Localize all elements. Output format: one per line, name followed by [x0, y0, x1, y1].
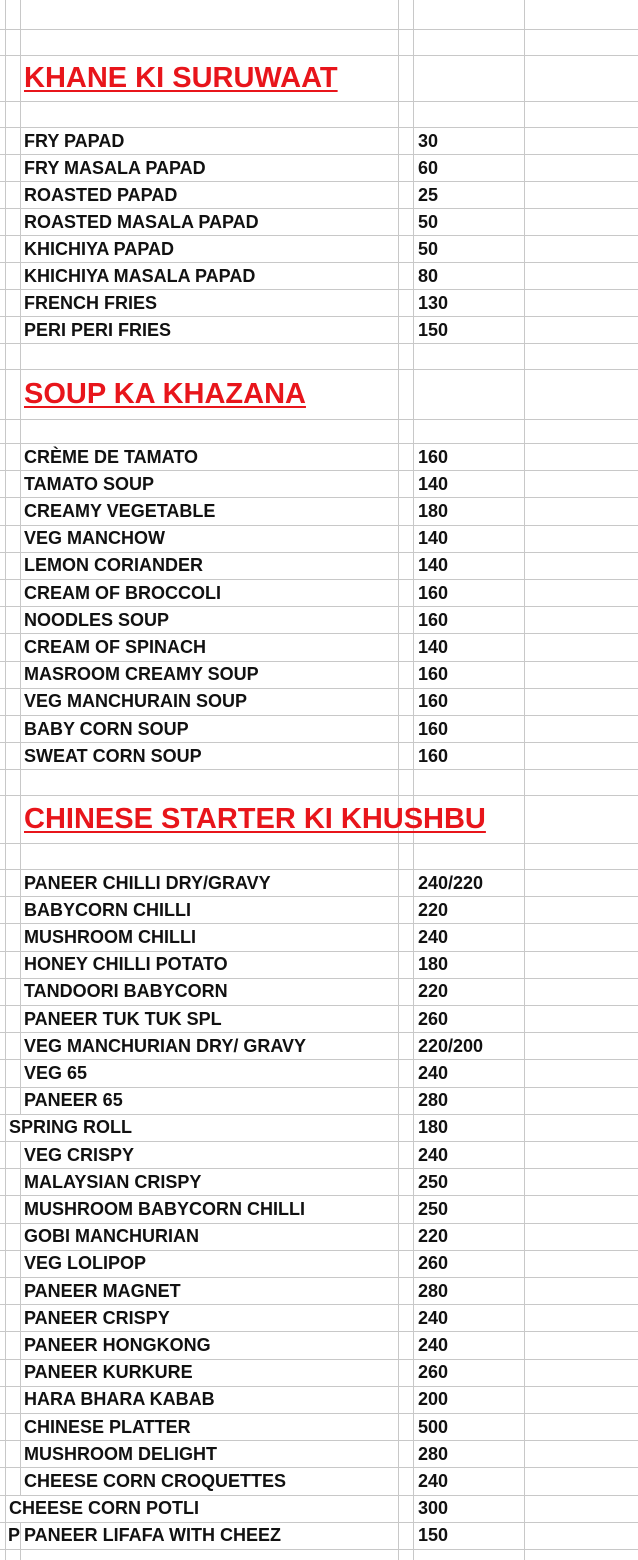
- menu-item-price: 140: [418, 555, 449, 576]
- menu-item-row: [0, 924, 638, 951]
- menu-item-row: [0, 743, 638, 770]
- menu-item-price: 30: [418, 130, 439, 151]
- menu-item-price: 160: [418, 664, 449, 685]
- menu-item-row: [0, 1523, 638, 1550]
- menu-item-row: [0, 1360, 638, 1387]
- menu-item-name: VEG CRISPY: [24, 1144, 135, 1165]
- menu-item-price: 140: [418, 473, 449, 494]
- menu-item-row: [0, 526, 638, 553]
- menu-item-row: [0, 498, 638, 525]
- menu-item-row: [0, 634, 638, 661]
- menu-item-price: 160: [418, 582, 449, 603]
- menu-item-row: [0, 471, 638, 498]
- menu-item-price: 160: [418, 609, 449, 630]
- menu-item-row: [0, 444, 638, 471]
- menu-item-price: 220: [418, 1226, 449, 1247]
- menu-item-name: PANEER MAGNET: [24, 1280, 181, 1301]
- menu-item-name: CRÈME DE TAMATO: [24, 446, 198, 467]
- menu-item-price: 280: [418, 1090, 449, 1111]
- menu-item-name: CHINESE PLATTER: [24, 1416, 191, 1437]
- menu-item-name: TAMATO SOUP: [24, 473, 154, 494]
- menu-item-row: [0, 580, 638, 607]
- menu-item-name: VEG MANCHURAIN SOUP: [24, 691, 248, 712]
- menu-item-name: VEG MANCHURIAN DRY/ GRAVY: [24, 1035, 307, 1056]
- menu-item-row: [0, 553, 638, 580]
- menu-item-name: PANEER TUK TUK SPL: [24, 1008, 222, 1029]
- menu-item-name: FRY PAPAD: [24, 130, 125, 151]
- menu-item-price: 260: [418, 1362, 449, 1383]
- menu-item-name: KHICHIYA MASALA PAPAD: [24, 265, 256, 286]
- menu-item-price: 260: [418, 1008, 449, 1029]
- menu-item-name: FRY MASALA PAPAD: [24, 157, 206, 178]
- blank-row: [0, 420, 638, 444]
- menu-item-name: MUSHROOM BABYCORN CHILLI: [24, 1198, 305, 1219]
- menu-item-price: 240: [418, 926, 449, 947]
- menu-item-price: 180: [418, 954, 449, 975]
- menu-item-row: [0, 236, 638, 263]
- menu-item-price: 240/220: [418, 872, 484, 893]
- menu-item-price: 280: [418, 1280, 449, 1301]
- menu-item-row: [0, 1305, 638, 1332]
- menu-item-name: SWEAT CORN SOUP: [24, 745, 202, 766]
- menu-item-row: [0, 1224, 638, 1251]
- menu-item-name: BABYCORN CHILLI: [24, 899, 191, 920]
- blank-row: [0, 844, 638, 870]
- menu-item-row: [0, 128, 638, 155]
- menu-item-name: NOODLES SOUP: [24, 609, 170, 630]
- menu-item-price: 240: [418, 1334, 449, 1355]
- menu-item-row: [0, 1006, 638, 1033]
- menu-item-price: 250: [418, 1171, 449, 1192]
- menu-item-price: 240: [418, 1470, 449, 1491]
- section-heading: KHANE KI SURUWAAT: [24, 62, 338, 94]
- menu-item-name: PANEER 65: [24, 1090, 123, 1111]
- menu-item-price: 220: [418, 899, 449, 920]
- menu-item-name: ROASTED MASALA PAPAD: [24, 211, 259, 232]
- menu-item-row: [0, 607, 638, 634]
- blank-row: [0, 30, 638, 56]
- menu-item-price: 160: [418, 691, 449, 712]
- menu-item-price: 50: [418, 238, 439, 259]
- menu-item-row: [0, 263, 638, 290]
- menu-item-name: CHEESE CORN CROQUETTES: [24, 1470, 287, 1491]
- menu-item-name: CHEESE CORN POTLI: [9, 1498, 200, 1519]
- menu-item-price: 240: [418, 1062, 449, 1083]
- menu-item-row: [0, 317, 638, 344]
- menu-item-price: 150: [418, 319, 449, 340]
- menu-item-price: 240: [418, 1307, 449, 1328]
- menu-item-price: 160: [418, 446, 449, 467]
- menu-item-price: 200: [418, 1389, 449, 1410]
- menu-item-row: [0, 1251, 638, 1278]
- menu-item-name: MUSHROOM DELIGHT: [24, 1443, 217, 1464]
- menu-item-name: HONEY CHILLI POTATO: [24, 954, 228, 975]
- menu-item-name: PERI PERI FRIES: [24, 319, 172, 340]
- menu-item-price: 180: [418, 1117, 449, 1138]
- menu-item-row: [0, 1414, 638, 1441]
- menu-item-row: [0, 1115, 638, 1142]
- section-heading: CHINESE STARTER KI KHUSHBU: [24, 803, 486, 835]
- menu-item-name: HARA BHARA KABAB: [24, 1389, 215, 1410]
- menu-item-price: 300: [418, 1498, 449, 1519]
- menu-item-price: 50: [418, 211, 439, 232]
- blank-row: [0, 102, 638, 128]
- menu-item-row: [0, 1468, 638, 1495]
- menu-item-row: [0, 1278, 638, 1305]
- menu-item-name: VEG MANCHOW: [24, 528, 165, 549]
- section-heading-row: [0, 796, 638, 844]
- menu-item-row: [0, 1088, 638, 1115]
- menu-item-price: 260: [418, 1253, 449, 1274]
- menu-item-name: PANEER HONGKONG: [24, 1334, 211, 1355]
- menu-item-name: MALAYSIAN CRISPY: [24, 1171, 202, 1192]
- section-heading: SOUP KA KHAZANA: [24, 378, 306, 410]
- menu-item-price: 160: [418, 745, 449, 766]
- menu-item-price: 150: [418, 1525, 449, 1546]
- menu-item-row: [0, 897, 638, 924]
- menu-item-row: [0, 689, 638, 716]
- menu-item-price: 60: [418, 157, 439, 178]
- menu-item-name: CREAM OF SPINACH: [24, 636, 207, 657]
- menu-item-row: [0, 1196, 638, 1223]
- menu-item-name: ROASTED PAPAD: [24, 184, 178, 205]
- section-heading-row: [0, 370, 638, 420]
- section-heading-row: [0, 56, 638, 102]
- menu-item-row: [0, 952, 638, 979]
- menu-item-name: PANEER CRISPY: [24, 1307, 170, 1328]
- menu-item-name: GOBI MANCHURIAN: [24, 1226, 199, 1247]
- menu-item-price: 140: [418, 636, 449, 657]
- menu-item-row: [0, 1169, 638, 1196]
- menu-item-name: CREAMY VEGETABLE: [24, 500, 216, 521]
- menu-item-row: [0, 1332, 638, 1359]
- menu-item-row: [0, 662, 638, 689]
- menu-item-row: [0, 290, 638, 317]
- menu-item-price: 220: [418, 981, 449, 1002]
- stray-char: P: [8, 1525, 21, 1546]
- menu-item-price: 280: [418, 1443, 449, 1464]
- menu-item-name: PANEER LIFAFA WITH CHEEZ: [24, 1525, 282, 1546]
- menu-item-price: 80: [418, 265, 439, 286]
- menu-item-row: [0, 1496, 638, 1523]
- blank-row: [0, 344, 638, 370]
- menu-item-name: MASROOM CREAMY SOUP: [24, 664, 259, 685]
- menu-item-row: [0, 716, 638, 743]
- menu-item-name: SPRING ROLL: [9, 1117, 133, 1138]
- blank-row: [0, 770, 638, 796]
- menu-item-name: LEMON CORIANDER: [24, 555, 203, 576]
- menu-item-name: PANEER CHILLI DRY/GRAVY: [24, 872, 271, 893]
- menu-item-name: CREAM OF BROCCOLI: [24, 582, 221, 603]
- menu-item-name: PANEER KURKURE: [24, 1362, 193, 1383]
- menu-item-row: [0, 1441, 638, 1468]
- menu-item-price: 130: [418, 292, 449, 313]
- menu-item-row: [0, 209, 638, 236]
- menu-item-row: [0, 155, 638, 182]
- menu-item-name: FRENCH FRIES: [24, 292, 158, 313]
- menu-item-name: VEG LOLIPOP: [24, 1253, 147, 1274]
- menu-item-row: [0, 870, 638, 897]
- menu-item-name: MUSHROOM CHILLI: [24, 926, 196, 947]
- menu-item-price: 250: [418, 1198, 449, 1219]
- menu-item-row: [0, 1142, 638, 1169]
- menu-item-row: [0, 1060, 638, 1087]
- menu-item-price: 180: [418, 500, 449, 521]
- menu-item-name: TANDOORI BABYCORN: [24, 981, 228, 1002]
- menu-item-price: 240: [418, 1144, 449, 1165]
- menu-item-name: BABY CORN SOUP: [24, 718, 189, 739]
- menu-item-row: [0, 1033, 638, 1060]
- menu-item-row: [0, 1387, 638, 1414]
- menu-item-row: [0, 182, 638, 209]
- menu-item-name: KHICHIYA PAPAD: [24, 238, 175, 259]
- menu-item-price: 500: [418, 1416, 449, 1437]
- blank-row: [0, 0, 638, 30]
- menu-item-price: 25: [418, 184, 439, 205]
- menu-item-name: VEG 65: [24, 1062, 88, 1083]
- menu-item-price: 160: [418, 718, 449, 739]
- menu-item-price: 220/200: [418, 1035, 484, 1056]
- menu-item-price: 140: [418, 528, 449, 549]
- menu-item-row: [0, 979, 638, 1006]
